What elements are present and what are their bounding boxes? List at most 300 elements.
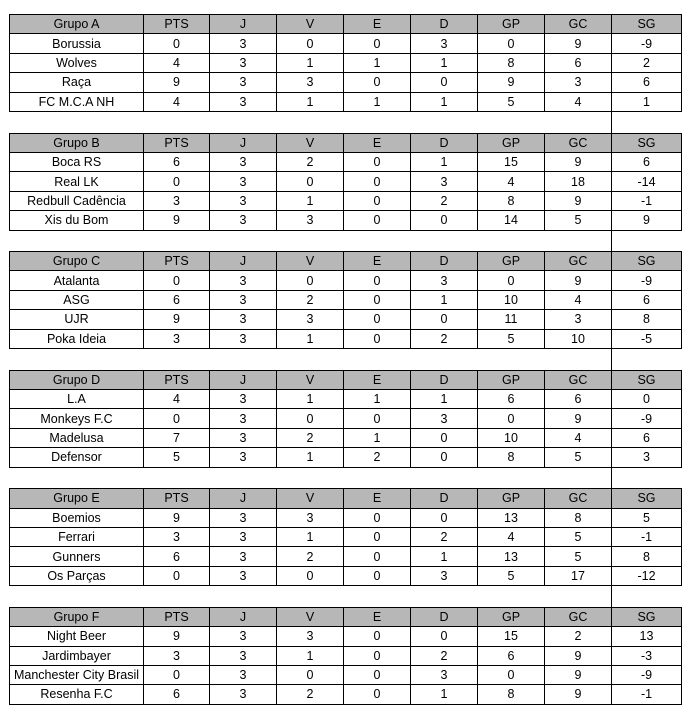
stat-cell: 15 bbox=[478, 627, 545, 646]
stat-cell: 2 bbox=[344, 448, 411, 467]
group-table bbox=[9, 251, 682, 349]
table-row bbox=[10, 290, 682, 309]
stat-cell: 14 bbox=[478, 211, 545, 230]
stat-cell: -9 bbox=[612, 271, 682, 290]
table-spacer bbox=[9, 468, 681, 489]
table-row bbox=[10, 665, 682, 684]
stat-cell: -9 bbox=[612, 34, 682, 53]
stat-cell: 0 bbox=[411, 448, 478, 467]
stat-cell: 2 bbox=[411, 191, 478, 210]
stat-cell: 8 bbox=[545, 508, 612, 527]
column-header: E bbox=[344, 252, 411, 271]
table-row bbox=[10, 53, 682, 72]
stat-cell: 0 bbox=[344, 152, 411, 171]
column-header: D bbox=[411, 370, 478, 389]
stat-cell: -3 bbox=[612, 646, 682, 665]
stat-cell: 6 bbox=[545, 390, 612, 409]
stat-cell: 6 bbox=[478, 646, 545, 665]
column-header: V bbox=[277, 607, 344, 626]
stat-cell: -5 bbox=[612, 329, 682, 348]
team-name: ASG bbox=[10, 290, 144, 309]
column-header: GC bbox=[545, 370, 612, 389]
team-name: Raça bbox=[10, 73, 144, 92]
group-name: Grupo D bbox=[10, 370, 144, 389]
stat-cell: 0 bbox=[344, 172, 411, 191]
stat-cell: 3 bbox=[210, 290, 277, 309]
column-header: PTS bbox=[144, 607, 210, 626]
stat-cell: 3 bbox=[612, 448, 682, 467]
stat-cell: 3 bbox=[210, 527, 277, 546]
stat-cell: 8 bbox=[478, 191, 545, 210]
stat-cell: 9 bbox=[144, 310, 210, 329]
stat-cell: 1 bbox=[344, 53, 411, 72]
stat-cell: 8 bbox=[612, 547, 682, 566]
stat-cell: 13 bbox=[478, 547, 545, 566]
stat-cell: 6 bbox=[478, 390, 545, 409]
stat-cell: 6 bbox=[545, 53, 612, 72]
stat-cell: 3 bbox=[411, 566, 478, 585]
stat-cell: 3 bbox=[144, 527, 210, 546]
stat-cell: 6 bbox=[144, 152, 210, 171]
group-table bbox=[9, 133, 682, 231]
stat-cell: 3 bbox=[210, 547, 277, 566]
stat-cell: 2 bbox=[277, 290, 344, 309]
column-header: D bbox=[411, 15, 478, 34]
stat-cell: 3 bbox=[210, 53, 277, 72]
stat-cell: 4 bbox=[545, 290, 612, 309]
stat-cell: 9 bbox=[545, 152, 612, 171]
group-header-row bbox=[10, 252, 682, 271]
stat-cell: 3 bbox=[210, 211, 277, 230]
team-name: Defensor bbox=[10, 448, 144, 467]
stat-cell: 5 bbox=[545, 547, 612, 566]
column-header: GP bbox=[478, 15, 545, 34]
stat-cell: 4 bbox=[478, 527, 545, 546]
stat-cell: -1 bbox=[612, 527, 682, 546]
team-name: Real LK bbox=[10, 172, 144, 191]
stat-cell: 3 bbox=[210, 310, 277, 329]
stat-cell: 11 bbox=[478, 310, 545, 329]
stat-cell: 0 bbox=[144, 566, 210, 585]
table-row bbox=[10, 92, 682, 111]
stat-cell: 9 bbox=[545, 665, 612, 684]
stat-cell: 3 bbox=[277, 211, 344, 230]
column-header: PTS bbox=[144, 15, 210, 34]
stat-cell: 3 bbox=[210, 665, 277, 684]
stat-cell: 3 bbox=[277, 508, 344, 527]
stat-cell: 3 bbox=[210, 191, 277, 210]
table-row bbox=[10, 271, 682, 290]
column-header: SG bbox=[612, 133, 682, 152]
stat-cell: 0 bbox=[277, 271, 344, 290]
team-name: Boemios bbox=[10, 508, 144, 527]
stat-cell: 0 bbox=[344, 211, 411, 230]
stat-cell: 2 bbox=[545, 627, 612, 646]
stat-cell: 2 bbox=[612, 53, 682, 72]
stat-cell: -1 bbox=[612, 685, 682, 704]
stat-cell: 3 bbox=[210, 152, 277, 171]
table-spacer bbox=[9, 231, 681, 252]
stat-cell: 9 bbox=[545, 271, 612, 290]
column-header: J bbox=[210, 370, 277, 389]
stat-cell: 3 bbox=[411, 409, 478, 428]
team-name: Ferrari bbox=[10, 527, 144, 546]
stat-cell: 0 bbox=[411, 73, 478, 92]
stat-cell: 6 bbox=[612, 152, 682, 171]
stat-cell: -9 bbox=[612, 665, 682, 684]
stat-cell: 4 bbox=[144, 390, 210, 409]
stat-cell: 0 bbox=[277, 665, 344, 684]
stat-cell: 1 bbox=[411, 152, 478, 171]
stat-cell: 4 bbox=[144, 53, 210, 72]
stat-cell: 0 bbox=[344, 34, 411, 53]
stat-cell: 0 bbox=[411, 627, 478, 646]
stat-cell: 0 bbox=[344, 290, 411, 309]
column-header: GP bbox=[478, 489, 545, 508]
table-row bbox=[10, 646, 682, 665]
stat-cell: 9 bbox=[545, 646, 612, 665]
table-spacer bbox=[9, 112, 681, 133]
stat-cell: 3 bbox=[210, 508, 277, 527]
group-header-row bbox=[10, 370, 682, 389]
stat-cell: 5 bbox=[545, 448, 612, 467]
table-spacer bbox=[9, 349, 681, 370]
team-name: Wolves bbox=[10, 53, 144, 72]
stat-cell: 5 bbox=[478, 92, 545, 111]
table-row bbox=[10, 627, 682, 646]
stat-cell: 0 bbox=[411, 310, 478, 329]
team-name: Jardimbayer bbox=[10, 646, 144, 665]
stat-cell: 1 bbox=[277, 329, 344, 348]
stat-cell: 0 bbox=[344, 646, 411, 665]
stat-cell: 0 bbox=[344, 566, 411, 585]
stat-cell: 1 bbox=[411, 92, 478, 111]
table-row bbox=[10, 547, 682, 566]
stat-cell: 0 bbox=[344, 73, 411, 92]
stat-cell: 0 bbox=[144, 34, 210, 53]
stat-cell: 9 bbox=[545, 685, 612, 704]
stat-cell: 2 bbox=[277, 152, 344, 171]
stat-cell: 10 bbox=[545, 329, 612, 348]
stat-cell: 1 bbox=[344, 390, 411, 409]
table-row bbox=[10, 73, 682, 92]
column-header: V bbox=[277, 489, 344, 508]
stat-cell: 0 bbox=[478, 409, 545, 428]
stat-cell: 6 bbox=[144, 290, 210, 309]
stat-cell: 13 bbox=[478, 508, 545, 527]
team-name: Redbull Cadência bbox=[10, 191, 144, 210]
stat-cell: 0 bbox=[344, 191, 411, 210]
table-row bbox=[10, 448, 682, 467]
stat-cell: 2 bbox=[277, 685, 344, 704]
stat-cell: 0 bbox=[478, 34, 545, 53]
stat-cell: 8 bbox=[478, 53, 545, 72]
stat-cell: -12 bbox=[612, 566, 682, 585]
table-row bbox=[10, 329, 682, 348]
column-header: GC bbox=[545, 489, 612, 508]
stat-cell: 4 bbox=[545, 428, 612, 447]
stat-cell: 3 bbox=[210, 627, 277, 646]
column-header: J bbox=[210, 489, 277, 508]
stat-cell: 9 bbox=[545, 191, 612, 210]
table-row bbox=[10, 211, 682, 230]
team-name: Gunners bbox=[10, 547, 144, 566]
stat-cell: 3 bbox=[144, 191, 210, 210]
column-header: J bbox=[210, 133, 277, 152]
stat-cell: 0 bbox=[144, 665, 210, 684]
stat-cell: 3 bbox=[210, 329, 277, 348]
stat-cell: 1 bbox=[411, 547, 478, 566]
column-header: SG bbox=[612, 370, 682, 389]
column-header: J bbox=[210, 607, 277, 626]
stat-cell: 9 bbox=[545, 34, 612, 53]
stat-cell: 1 bbox=[277, 92, 344, 111]
stat-cell: 3 bbox=[144, 646, 210, 665]
stat-cell: 6 bbox=[612, 73, 682, 92]
stat-cell: 9 bbox=[478, 73, 545, 92]
stat-cell: 0 bbox=[411, 508, 478, 527]
column-header: SG bbox=[612, 489, 682, 508]
stat-cell: 0 bbox=[612, 390, 682, 409]
column-header: GC bbox=[545, 252, 612, 271]
stat-cell: 3 bbox=[545, 73, 612, 92]
team-name: Os Parças bbox=[10, 566, 144, 585]
team-name: Atalanta bbox=[10, 271, 144, 290]
stat-cell: 0 bbox=[144, 409, 210, 428]
stat-cell: 0 bbox=[344, 665, 411, 684]
stat-cell: 1 bbox=[344, 92, 411, 111]
table-row bbox=[10, 34, 682, 53]
group-name: Grupo F bbox=[10, 607, 144, 626]
group-header-row bbox=[10, 489, 682, 508]
stat-cell: 10 bbox=[478, 290, 545, 309]
team-name: FC M.C.A NH bbox=[10, 92, 144, 111]
column-header: PTS bbox=[144, 370, 210, 389]
stat-cell: 4 bbox=[478, 172, 545, 191]
table-row bbox=[10, 685, 682, 704]
stat-cell: 6 bbox=[612, 428, 682, 447]
column-header: PTS bbox=[144, 133, 210, 152]
stat-cell: 3 bbox=[210, 73, 277, 92]
stat-cell: 3 bbox=[210, 172, 277, 191]
group-name: Grupo A bbox=[10, 15, 144, 34]
stat-cell: 0 bbox=[144, 271, 210, 290]
column-header: E bbox=[344, 489, 411, 508]
column-header: GP bbox=[478, 607, 545, 626]
stat-cell: 8 bbox=[478, 685, 545, 704]
team-name: UJR bbox=[10, 310, 144, 329]
stat-cell: 3 bbox=[411, 271, 478, 290]
stat-cell: 0 bbox=[411, 211, 478, 230]
stat-cell: 9 bbox=[144, 211, 210, 230]
team-name: Boca RS bbox=[10, 152, 144, 171]
stat-cell: 6 bbox=[612, 290, 682, 309]
stat-cell: 0 bbox=[344, 547, 411, 566]
stat-cell: 5 bbox=[545, 527, 612, 546]
stat-cell: 0 bbox=[411, 428, 478, 447]
stat-cell: 15 bbox=[478, 152, 545, 171]
column-header: E bbox=[344, 607, 411, 626]
stat-cell: 1 bbox=[277, 390, 344, 409]
table-row bbox=[10, 566, 682, 585]
stat-cell: 1 bbox=[277, 448, 344, 467]
stat-cell: -1 bbox=[612, 191, 682, 210]
stat-cell: 0 bbox=[144, 172, 210, 191]
group-header-row bbox=[10, 607, 682, 626]
stat-cell: 0 bbox=[344, 527, 411, 546]
stat-cell: 3 bbox=[210, 390, 277, 409]
stat-cell: 0 bbox=[344, 627, 411, 646]
stat-cell: 6 bbox=[144, 685, 210, 704]
table-row bbox=[10, 508, 682, 527]
table-row bbox=[10, 390, 682, 409]
stat-cell: 3 bbox=[210, 92, 277, 111]
stat-cell: 1 bbox=[277, 527, 344, 546]
group-header-row bbox=[10, 15, 682, 34]
team-name: Monkeys F.C bbox=[10, 409, 144, 428]
column-header: PTS bbox=[144, 489, 210, 508]
stat-cell: 9 bbox=[144, 508, 210, 527]
stat-cell: 3 bbox=[210, 646, 277, 665]
standings-sheet bbox=[9, 14, 681, 705]
stat-cell: 2 bbox=[411, 646, 478, 665]
table-row bbox=[10, 191, 682, 210]
column-header: J bbox=[210, 15, 277, 34]
stat-cell: 3 bbox=[210, 685, 277, 704]
stat-cell: 5 bbox=[478, 329, 545, 348]
column-header: GC bbox=[545, 133, 612, 152]
column-header: SG bbox=[612, 607, 682, 626]
group-table bbox=[9, 14, 682, 112]
column-header: SG bbox=[612, 15, 682, 34]
team-name: L.A bbox=[10, 390, 144, 409]
stat-cell: 10 bbox=[478, 428, 545, 447]
team-name: Xis du Bom bbox=[10, 211, 144, 230]
stat-cell: 1 bbox=[612, 92, 682, 111]
stat-cell: 3 bbox=[277, 73, 344, 92]
table-spacer bbox=[9, 586, 681, 607]
stat-cell: 5 bbox=[545, 211, 612, 230]
column-header: V bbox=[277, 15, 344, 34]
stat-cell: 7 bbox=[144, 428, 210, 447]
stat-cell: 1 bbox=[411, 290, 478, 309]
column-header: D bbox=[411, 252, 478, 271]
table-row bbox=[10, 310, 682, 329]
group-name: Grupo B bbox=[10, 133, 144, 152]
stat-cell: 1 bbox=[277, 646, 344, 665]
stat-cell: 2 bbox=[411, 527, 478, 546]
stat-cell: 5 bbox=[478, 566, 545, 585]
stat-cell: 0 bbox=[277, 409, 344, 428]
stat-cell: 3 bbox=[210, 409, 277, 428]
column-header: V bbox=[277, 370, 344, 389]
stat-cell: 3 bbox=[210, 566, 277, 585]
table-row bbox=[10, 527, 682, 546]
column-header: GC bbox=[545, 15, 612, 34]
stat-cell: 3 bbox=[144, 329, 210, 348]
stat-cell: 0 bbox=[344, 310, 411, 329]
stat-cell: 0 bbox=[344, 329, 411, 348]
stat-cell: -14 bbox=[612, 172, 682, 191]
group-name: Grupo C bbox=[10, 252, 144, 271]
stat-cell: 8 bbox=[612, 310, 682, 329]
column-header: E bbox=[344, 370, 411, 389]
stat-cell: 0 bbox=[478, 665, 545, 684]
team-name: Manchester City Brasil bbox=[10, 665, 144, 684]
group-name: Grupo E bbox=[10, 489, 144, 508]
stat-cell: 5 bbox=[612, 508, 682, 527]
stat-cell: 0 bbox=[277, 34, 344, 53]
column-header: E bbox=[344, 15, 411, 34]
stat-cell: 18 bbox=[545, 172, 612, 191]
stat-cell: 0 bbox=[344, 409, 411, 428]
stat-cell: 1 bbox=[411, 53, 478, 72]
stat-cell: 0 bbox=[478, 271, 545, 290]
column-header: D bbox=[411, 607, 478, 626]
group-table bbox=[9, 370, 682, 468]
column-header: D bbox=[411, 133, 478, 152]
column-header: D bbox=[411, 489, 478, 508]
column-header: GP bbox=[478, 370, 545, 389]
stat-cell: 1 bbox=[411, 390, 478, 409]
group-table bbox=[9, 607, 682, 705]
column-header: PTS bbox=[144, 252, 210, 271]
stat-cell: 3 bbox=[411, 172, 478, 191]
stat-cell: 8 bbox=[478, 448, 545, 467]
table-row bbox=[10, 152, 682, 171]
team-name: Poka Ideia bbox=[10, 329, 144, 348]
stat-cell: 0 bbox=[344, 508, 411, 527]
stat-cell: 3 bbox=[210, 34, 277, 53]
column-header: V bbox=[277, 133, 344, 152]
stat-cell: 0 bbox=[277, 172, 344, 191]
stat-cell: 3 bbox=[210, 271, 277, 290]
team-name: Resenha F.C bbox=[10, 685, 144, 704]
stat-cell: 9 bbox=[612, 211, 682, 230]
column-header: V bbox=[277, 252, 344, 271]
stat-cell: 1 bbox=[277, 191, 344, 210]
team-name: Borussia bbox=[10, 34, 144, 53]
stat-cell: 3 bbox=[411, 34, 478, 53]
stat-cell: 3 bbox=[545, 310, 612, 329]
stat-cell: 3 bbox=[277, 627, 344, 646]
stat-cell: 9 bbox=[144, 73, 210, 92]
stat-cell: 2 bbox=[411, 329, 478, 348]
stat-cell: 17 bbox=[545, 566, 612, 585]
column-header: E bbox=[344, 133, 411, 152]
stat-cell: 1 bbox=[411, 685, 478, 704]
stat-cell: 2 bbox=[277, 547, 344, 566]
stat-cell: 2 bbox=[277, 428, 344, 447]
column-header: GC bbox=[545, 607, 612, 626]
stat-cell: 3 bbox=[411, 665, 478, 684]
table-row bbox=[10, 172, 682, 191]
column-header: GP bbox=[478, 133, 545, 152]
stat-cell: -9 bbox=[612, 409, 682, 428]
stat-cell: 4 bbox=[545, 92, 612, 111]
stat-cell: 0 bbox=[344, 271, 411, 290]
stat-cell: 3 bbox=[277, 310, 344, 329]
group-header-row bbox=[10, 133, 682, 152]
column-header: SG bbox=[612, 252, 682, 271]
group-table bbox=[9, 488, 682, 586]
stat-cell: 1 bbox=[344, 428, 411, 447]
team-name: Night Beer bbox=[10, 627, 144, 646]
column-header: J bbox=[210, 252, 277, 271]
stat-cell: 4 bbox=[144, 92, 210, 111]
stat-cell: 3 bbox=[210, 448, 277, 467]
stat-cell: 6 bbox=[144, 547, 210, 566]
